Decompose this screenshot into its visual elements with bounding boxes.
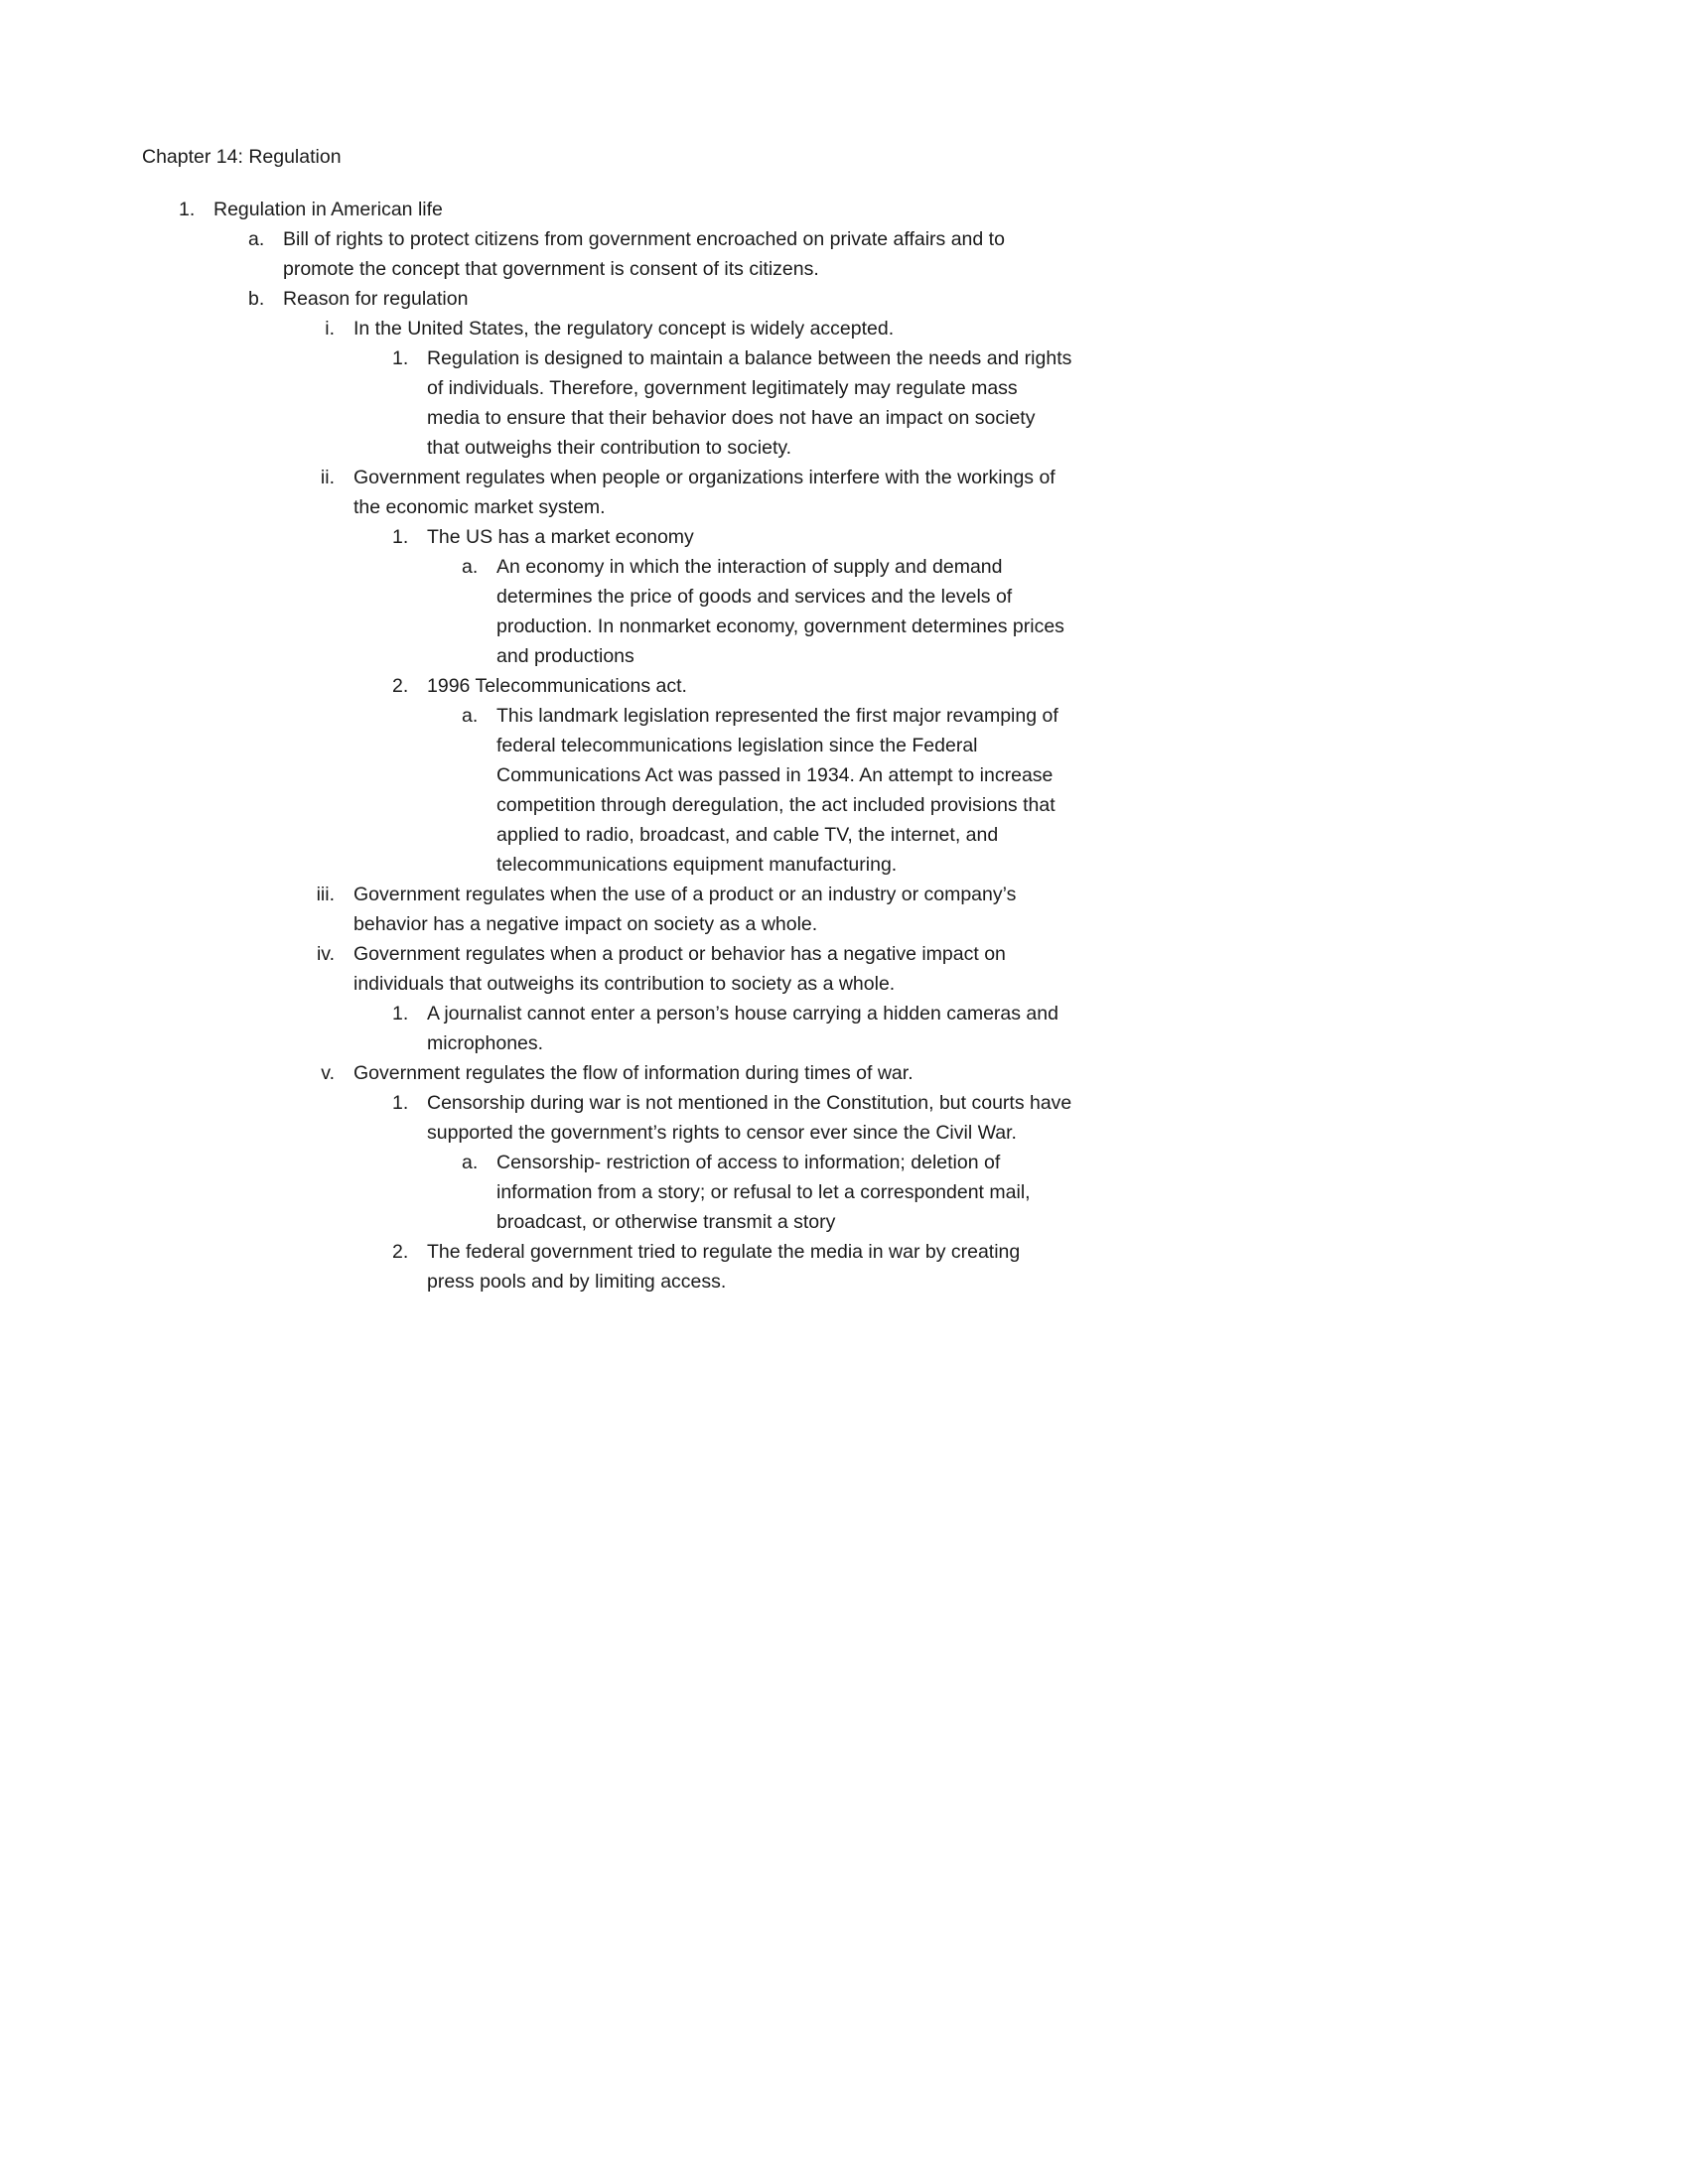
list-text: An economy in which the interaction of supply and demand determines the price of goods and services and the levels of production. In nonmarket economy, government determines prices and productions	[496, 556, 1064, 667]
page-title: Chapter 14: Regulation	[142, 146, 342, 168]
outline-item	[142, 314, 1072, 343]
list-text: Government regulates when the use of a product or an industry or company’s behavior has a negative impact on society as a whole.	[353, 884, 1017, 935]
list-text: Bill of rights to protect citizens from government encroached on private affairs and to promote the concept that government is consent of its citizens.	[283, 228, 1005, 280]
outline-item	[142, 671, 1072, 701]
outline-item	[142, 701, 1072, 880]
list-text: Regulation is designed to maintain a balance between the needs and rights of individuals. Therefore, government legitimately may regulate mass media to ensure that their behavior does not have an impact on society that outweighs their contribution to society.	[427, 347, 1072, 459]
list-marker: iv.	[316, 943, 335, 965]
list-marker: b.	[248, 288, 265, 310]
list-text: This landmark legislation represented the first major revamping of federal telecommunications legislation since the Federal Communications Act was passed in 1934. An attempt to increase competition through deregulation, the act included provisions that applied to radio, broadcast, and cable TV, the internet, and telecommunications equipment manufacturing.	[496, 705, 1058, 876]
list-marker: a.	[462, 705, 479, 727]
list-text: 1996 Telecommunications act.	[427, 675, 687, 697]
list-text: Government regulates when people or organizations interfere with the workings of the economic market system.	[353, 467, 1055, 518]
outline-item	[142, 343, 1072, 463]
list-text: Censorship during war is not mentioned in the Constitution, but courts have supported the government’s rights to censor ever since the Civil War.	[427, 1092, 1072, 1144]
list-text: Government regulates when a product or behavior has a negative impact on individuals that outweighs its contribution to society as a whole.	[353, 943, 1006, 995]
list-marker: 2.	[392, 675, 409, 697]
outline-item	[142, 463, 1072, 522]
outline-item	[142, 1148, 1072, 1237]
list-text: The federal government tried to regulate the media in war by creating press pools and by limiting access.	[427, 1241, 1021, 1293]
outline-item	[142, 1237, 1072, 1297]
outline-item	[142, 939, 1072, 999]
list-text: The US has a market economy	[427, 526, 694, 548]
list-text: Government regulates the flow of information during times of war.	[353, 1062, 914, 1084]
outline-item	[142, 1058, 1072, 1088]
outline-item	[142, 552, 1072, 671]
list-marker: ii.	[320, 467, 335, 488]
list-marker: a.	[462, 1152, 479, 1173]
list-marker: a.	[462, 556, 479, 578]
list-marker: iii.	[316, 884, 335, 905]
outline-item	[142, 880, 1072, 939]
outline-item	[142, 522, 1072, 552]
list-marker: a.	[248, 228, 265, 250]
list-marker: 2.	[392, 1241, 409, 1263]
outline-item	[142, 999, 1072, 1058]
outline-item	[142, 284, 1072, 314]
list-text: Reason for regulation	[283, 288, 469, 310]
list-text: A journalist cannot enter a person’s house carrying a hidden cameras and microphones.	[427, 1003, 1058, 1054]
list-text: Regulation in American life	[213, 199, 443, 220]
list-text: Censorship- restriction of access to information; deletion of information from a story; or refusal to let a correspondent mail, broadcast, or otherwise transmit a story	[496, 1152, 1031, 1233]
list-marker: 1.	[179, 199, 196, 220]
list-marker: v.	[321, 1062, 335, 1084]
list-marker: 1.	[392, 1092, 409, 1114]
outline-item	[142, 224, 1072, 284]
outline-item	[142, 195, 1072, 224]
list-marker: i.	[325, 318, 335, 340]
list-marker: 1.	[392, 526, 409, 548]
list-marker: 1.	[392, 1003, 409, 1024]
list-marker: 1.	[392, 347, 409, 369]
list-text: In the United States, the regulatory concept is widely accepted.	[353, 318, 895, 340]
outline-item	[142, 1088, 1072, 1148]
